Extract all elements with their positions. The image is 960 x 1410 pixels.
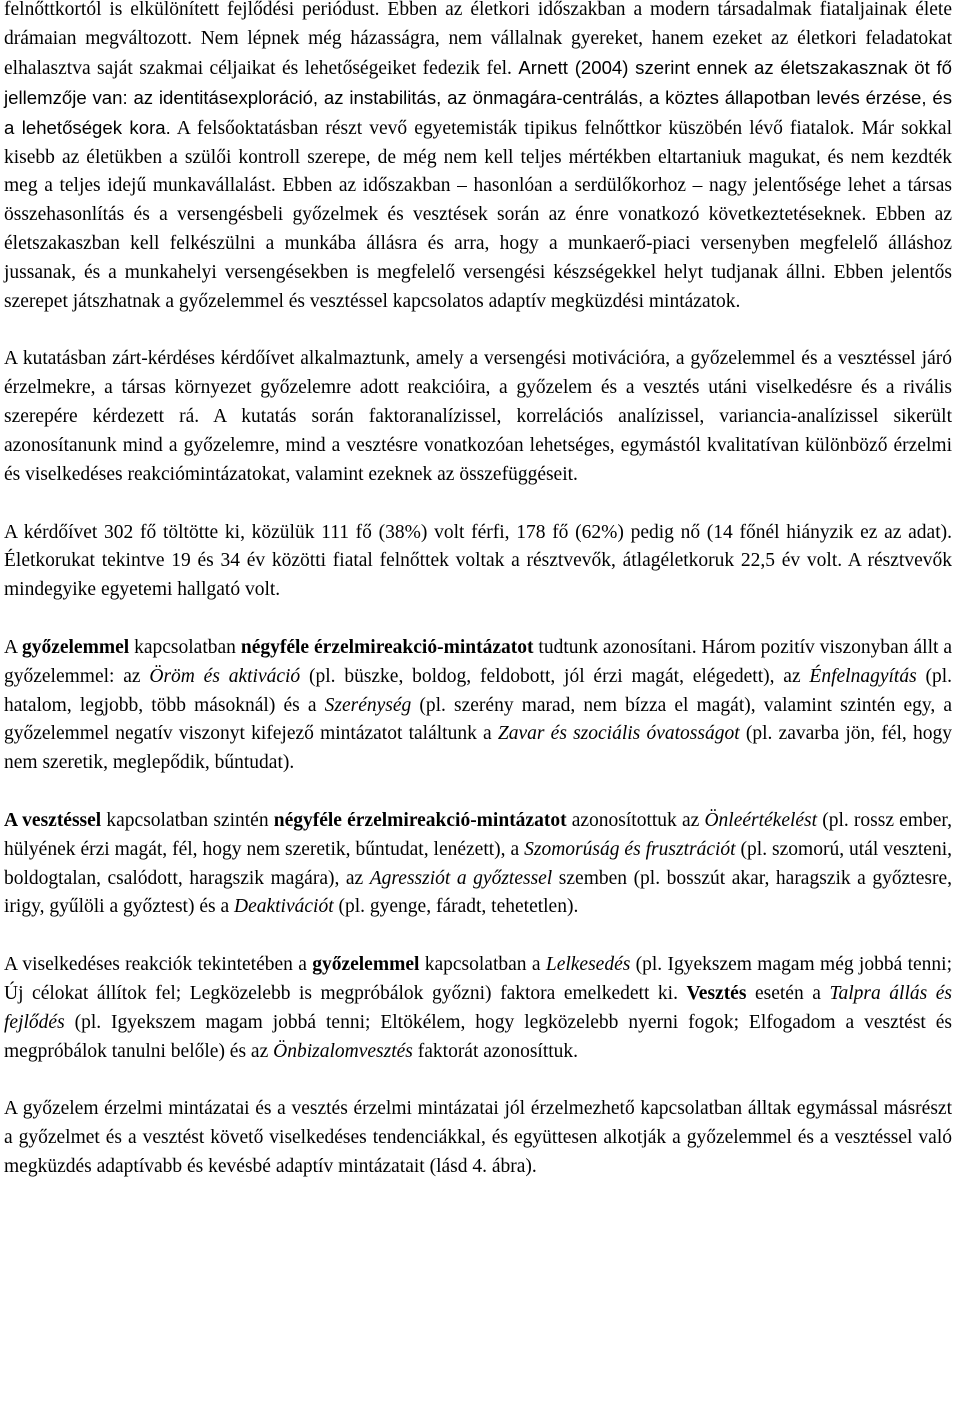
bold-term: győzelemmel bbox=[312, 953, 420, 975]
text-run: felnőttkortól is elkülönített fejlődési periódust. Ebben az életkori időszakban a modern társadalmak fiataljainak élete drámaian megváltozott. Nem lépnek még házasságra, nem vállalnak gyereket, hanem ezeket az életkori feladatokat elhalasztva saját szakmai céljaikat és lehetőségeiket fedezik fel. bbox=[4, 0, 952, 79]
italic-term: Zavar és szociális óvatosságot bbox=[497, 723, 740, 745]
paragraph-conclusion bbox=[4, 1095, 952, 1182]
italic-term: Öröm és aktiváció bbox=[149, 665, 301, 687]
italic-term: Önleértékelést bbox=[704, 809, 818, 831]
text-run: (pl. gyenge, fáradt, tehetetlen). bbox=[333, 896, 579, 918]
text-run: (pl. Igyekszem magam jobbá tenni; Eltökélem, hogy legközelebb nyerni fogok; Elfogadom a vesztést és megpróbálok tanulni belőle) és az bbox=[4, 1011, 952, 1062]
italic-term: Szomorúság és frusztrációt bbox=[524, 838, 736, 860]
document-page bbox=[4, 0, 952, 1210]
text-run: (pl. zavarba jön, fél, hogy nem szeretik, meglepődik, bűntudat). bbox=[4, 723, 952, 774]
text-run: azonosítottuk az bbox=[566, 809, 705, 831]
text-run: A bbox=[4, 636, 22, 658]
paragraph-method bbox=[4, 345, 952, 490]
text-run: A győzelem érzelmi mintázatai és a vesztés érzelmi mintázatai jól érzelmezhető kapcsolatban álltak egymással másrészt a győzelmet és a vesztést követő viselkedéses tendenciákkal, és együttesen alkotják a győzelemmel és a vesztéssel való megküzdés adaptívabb és kevésbé adaptív mintázatait (lásd 4. ábra). bbox=[4, 1098, 952, 1177]
text-run: A kérdőívet 302 fő töltötte ki, közülük 111 fő (38%) volt férfi, 178 fő (62%) pedig nő (14 főnél hiányzik ez az adat). Életkorukat tekintve 19 és 34 év közötti fiatal felnőttek voltak a résztvevők, átlagéletkoruk 22,5 év volt. A résztvevők mindegyike egyetemi hallgató volt. bbox=[4, 521, 952, 601]
text-run: (pl. hatalom, legjobb, több másoknál) és a bbox=[4, 665, 952, 716]
text-run: A felsőoktatásban részt vevő egyetemisták tipikus felnőttkor küszöbén lévő fiatalok. Már sokkal kisebb az életükben a szülői kontroll szerepe, de még nem kell teljes mértékben eltartaniuk magukat, és nem kezdték meg a teljes idejű munkavállalást. Ebben az időszakban – hasonlóan a serdülőkorhoz – nagy jelentősége lehet a társas összehasonlítás és a versengésbeli győzelmek és vesztések során az énre vonatkozó következtetéseknek. Ebben az életszakaszban kell felkészülni a munkába állásra és arra, hogy a munkaerő-piaci versenyben megfelelő álláshoz jussanak, és a munkahelyi versengésekben is megfelelő versengési készségekkel helyt tudjanak állni. Ebben jelentős szerepet játszhatnak a győzelemmel és vesztéssel kapcsolatos adaptív megküzdési mintázatok. bbox=[4, 117, 952, 313]
text-run: kapcsolatban bbox=[129, 636, 241, 658]
text-run: tudtunk azonosítani. Három pozitív viszonyban állt a győzelemmel: az bbox=[4, 636, 952, 687]
text-run: (pl. büszke, boldog, feldobott, jól érzi magát, elégedett), az bbox=[300, 665, 810, 687]
italic-term: Deaktivációt bbox=[233, 896, 334, 918]
text-run: (pl. rossz ember, hülyének érzi magát, fél, hogy nem szeretik, bűntudat, lenézett), a bbox=[4, 809, 952, 860]
text-run: (pl. Igyekszem magam még jobbá tenni; Új célokat állítok fel; Legközelebb is megpróbálok győzni) faktora emelkedett ki. bbox=[4, 953, 952, 1004]
italic-term: Agressziót a győztessel bbox=[369, 867, 553, 889]
italic-term: Szerénység bbox=[324, 694, 412, 716]
text-run: kapcsolatban a bbox=[419, 953, 546, 975]
italic-term: Énfelnagyítás bbox=[809, 665, 917, 687]
text-run: szemben (pl. bosszút akar, haragszik a győztesre, irigy, gyűlöli a győztest) és a bbox=[4, 867, 952, 918]
text-run: faktorát azonosíttuk. bbox=[412, 1040, 579, 1062]
paragraph-intro bbox=[4, 0, 952, 317]
bold-term: A vesztéssel bbox=[4, 809, 102, 831]
paragraph-victory-emotions bbox=[4, 634, 952, 779]
text-run: (pl. szomorú, utál veszteni, boldogtalan, csalódott, haragszik magára), az bbox=[4, 838, 952, 889]
paragraph-participants bbox=[4, 519, 952, 606]
bold-term: négyféle érzelmireakció-mintázatot bbox=[273, 809, 567, 831]
paragraph-loss-emotions bbox=[4, 807, 952, 923]
bold-term: négyféle érzelmireakció-mintázatot bbox=[240, 636, 534, 658]
sans-text-run: Arnett (2004) szerint ennek az életszakasznak öt fő jellemzője van: az identitásexploráció, az instabilitás, az önmagára-centrálás, a köztes állapotban levés érzése, és a lehetőségek kora. bbox=[4, 56, 952, 138]
text-run: (pl. szerény marad, nem bízza el magát), valamint szintén egy, a győzelemmel negatív viszonyt kifejező mintázatot találtunk a bbox=[4, 694, 952, 745]
paragraph-behavioral-reactions bbox=[4, 951, 952, 1067]
italic-term: Lelkesedés bbox=[545, 953, 631, 975]
text-run: A kutatásban zárt-kérdéses kérdőívet alkalmaztunk, amely a versengési motivációra, a győzelemmel és a vesztéssel járó érzelmekre, a társas környezet győzelemre adott reakcióira, a győzelem és a vesztés utáni viselkedésre és a rivális szerepére kérdezett rá. A kutatás során faktoranalízissel, korrelációs analízissel, variancia-analízissel sikerült azonosítanunk mind a győzelemre, mind a vesztésre vonatkozóan lehetséges, egymástól kvalitatívan különböző érzelmi és viselkedéses reakciómintázatokat, valamint ezeknek az összefüggéseit. bbox=[4, 348, 952, 486]
bold-term: Vesztés bbox=[686, 982, 747, 1004]
text-run: A viselkedéses reakciók tekintetében a bbox=[4, 953, 313, 975]
text-run: esetén a bbox=[746, 982, 830, 1004]
text-run: kapcsolatban szintén bbox=[101, 809, 274, 831]
italic-term: Talpra állás és fejlődés bbox=[4, 982, 952, 1033]
italic-term: Önbizalomvesztés bbox=[273, 1040, 413, 1062]
bold-term: győzelemmel bbox=[21, 636, 130, 658]
